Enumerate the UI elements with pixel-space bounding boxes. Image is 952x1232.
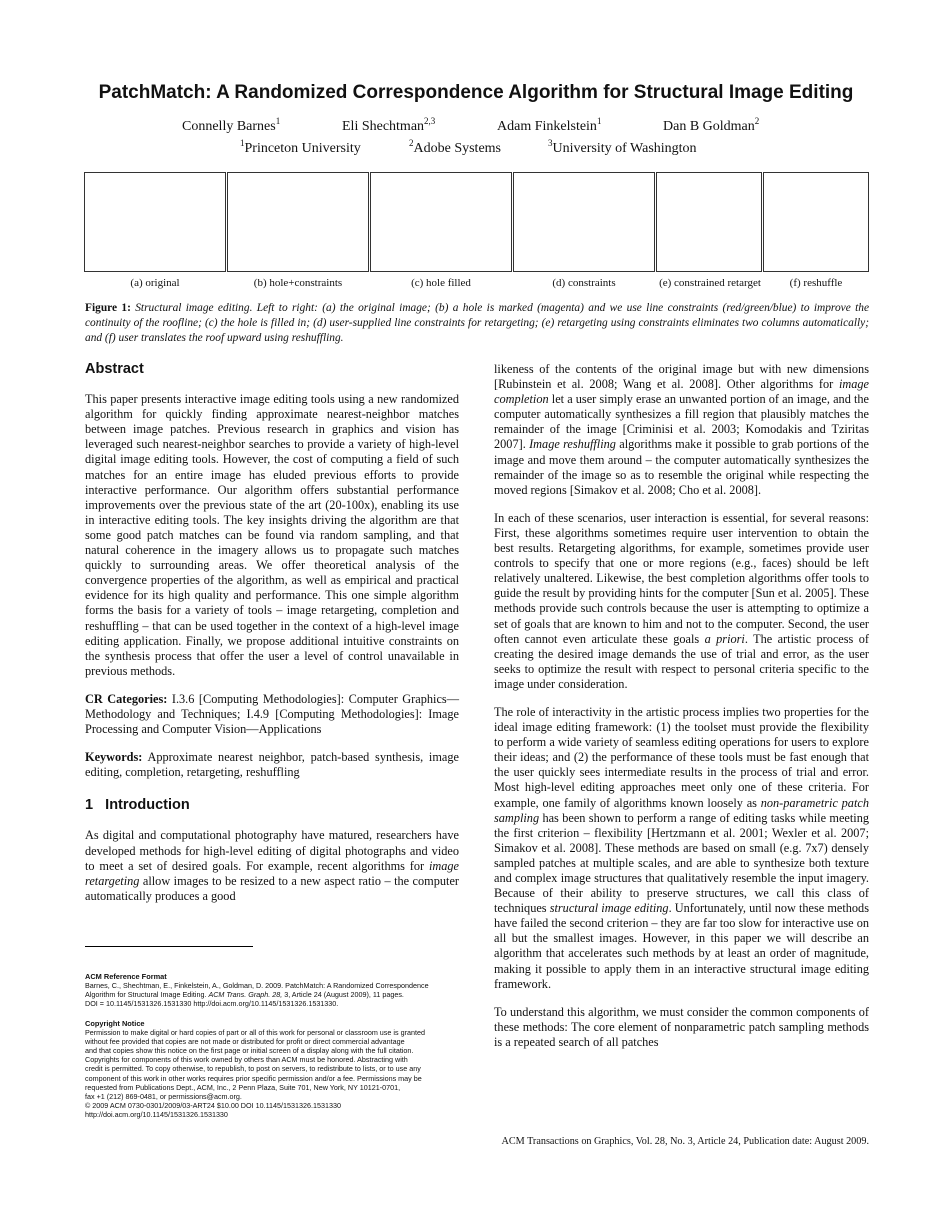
footnote-rule: [85, 946, 253, 947]
figure-panel-constrained-retarget: [656, 172, 762, 272]
author: Connelly Barnes$^1$: [182, 116, 281, 134]
body-paragraph: likeness of the contents of the original image but with new dimensions [Rubinstein et al. 2008; Wang et al. 2008]. Other algorithms for image completion let a user simply erase an unwanted portion of an image, and the computer automatically synthesizes a fill region that plausibly matches the remainder of the image [Criminisi et al. 2003; Komodakis and Tziritas 2007]. Image reshuffling algorithms make it possible to grab portions of the image and move them around – the computer automatically synthesizes the remainder of the image so as to resemble the original while respecting the moved regions [Simakov et al. 2008; Cho et al. 2008].: [494, 362, 870, 497]
figure-caption: [85, 301, 869, 346]
right-column: [494, 362, 869, 1063]
abstract-text: This paper presents interactive image editing tools using a new randomized algorithm for quickly finding approximate nearest-neighbor matches between image patches. Previous research in graphics and vision has leveraged such nearest-neighbor searches to provide a variety of high-level digital image editing tools. However, the cost of computing a field of such matches for an entire image has eluded previous efforts to provide interactive performance. Our algorithm offers substantial performance improvements over the previous state of the art (20-100x), enabling its use in interactive editing tools. The key insights driving the algorithm are that some good patch matches can be found via random sampling, and that natural coherence in the imagery allows us to propagate such matches quickly to surrounding areas. We offer theoretical analysis of the convergence properties of the algorithm, as well as empirical and practical evidence for its high quality and performance. This one simple algorithm forms the basis for a variety of tools – image retargeting, completion and reshuffling – that can be used together in the context of a high-level image editing application. Finally, we propose additional intuitive constraints on the synthesis process that offer the user a level of control unavailable in previous methods.: [85, 392, 459, 678]
figure-panel-original: [84, 172, 226, 272]
affiliation: $^3$University of Washington: [548, 138, 697, 156]
body-paragraph: To understand this algorithm, we must consider the common components of these methods: The core element of nonparametric patch sampling methods is a repeated search of all patches: [494, 1004, 869, 1049]
subcaption: (b) hole+constraints: [253, 277, 343, 289]
copyright-notice: Copyright Notice Permission to make digital or hard copies of part or all of this work for personal or classroom use is granted without fee provided that copies are not made or distributed for profit or direct commercial advantage and that copies show this notice on the first page or initial screen of a display along with the full citation. Copyrights for components of this work owned by others than ACM must be honored. Abstracting with credit is permitted. To copy otherwise, to republish, to post on servers, to redistribute to lists, or to use any component of this work in other works requires prior specific permission and/or a fee. Permissions may be requested from Publications Dept., ACM, Inc., 2 Penn Plaza, Suite 701, New York, NY 10121-0701, fax +1 (212) 869-0481, or permissions@acm.org. © 2009 ACM 0730-0301/2009/03-ART24 $10.00 DOI 10.1145/1531326.1531330 http://doi.acm.org/10.1145/1531326.1531330: [85, 1019, 425, 1119]
journal-footer: ACM Transactions on Graphics, Vol. 28, No. 3, Article 24, Publication date: August 2009.: [501, 1136, 869, 1147]
subcaption: (d) constraints: [552, 277, 616, 289]
subcaption: (c) hole filled: [411, 277, 471, 289]
cr-categories: CR Categories: I.3.6 [Computing Methodologies]: Computer Graphics—Methodology and Techniques; I.4.9 [Computing Methodologies]: Image Processing and Computer Vision—Applications: [85, 691, 459, 737]
section-heading-introduction: 1 Introduction: [85, 797, 190, 814]
paper-title: PatchMatch: A Randomized Correspondence Algorithm for Structural Image Editing: [98, 82, 854, 103]
figure-panel-hole-filled: [370, 172, 512, 272]
author: Dan B Goldman$^2$: [663, 116, 760, 134]
acm-reference-format: ACM Reference Format Barnes, C., Shechtman, E., Finkelstein, A., Goldman, D. 2009. PatchMatch: A Randomized Correspondence Algorithm for Structural Image Editing. ACM Trans. Graph. 28, 3, Article 24 (August 2009), 11 pages. DOI = 10.1145/1531326.1531330 http://doi.acm.org/10.1145/1531326.1531330.: [85, 972, 429, 1009]
subcaption: (e) constrained retarget: [659, 277, 761, 289]
subcaption: (f) reshuffle: [789, 277, 843, 289]
affiliation-list: [0, 138, 952, 161]
affiliation: $^2$Adobe Systems: [409, 138, 501, 156]
figure-caption-text: Structural image editing. Left to right: (a) the original image; (b) a hole is marked (magenta) and we use line constraints (red/green/blue) to improve the continuity of the roofline; (c) the hole is filled in; (d) user-supplied line constraints for retargeting; (e) retargeting using constraints eliminates two columns automatically; and (f) user translates the roof upward using reshuffling.: [85, 302, 869, 344]
author: Adam Finkelstein$^1$: [497, 116, 602, 134]
subcaption: (a) original: [130, 277, 180, 289]
figure-panel-constraints: [513, 172, 655, 272]
keywords: Keywords: Approximate nearest neighbor, patch-based synthesis, image editing, completion, retargeting, reshuffling: [85, 750, 459, 780]
affiliation: $^1$Princeton University: [240, 138, 361, 156]
intro-paragraph: As digital and computational photography have matured, researchers have developed methods for high-level editing of digital photographs and video to meet a set of desired goals. For example, recent algorithms for image retargeting allow images to be resized to a new aspect ratio – the computer automatically produces a good: [85, 828, 459, 903]
figure-label: Figure 1:: [85, 302, 131, 314]
author: Eli Shechtman$^{2,3}$: [342, 116, 436, 134]
figure-panel-hole-constraints: [227, 172, 369, 272]
body-paragraph: In each of these scenarios, user interaction is essential, for several reasons: First, these algorithms sometimes require user intervention to obtain the best results. Retargeting algorithms, for example, sometimes provide user controls to specify that one or more regions (e.g., faces) should be left relatively unaltered. Likewise, the best completion algorithms offer tools to guide the result by providing hints for the computer [Sun et al. 2005]. These methods provide such controls because the user is attempting to optimize a set of goals that are known to him and not to the computer. Second, the user often cannot even articulate these goals a priori. The artistic process of creating the desired image demands the use of trial and error, as the user seeks to optimize the result with respect to personal criteria specific to the image under consideration.: [494, 510, 869, 691]
figure-panel-reshuffle: [763, 172, 869, 272]
body-paragraph: The role of interactivity in the artistic process implies two properties for the ideal image editing framework: (1) the toolset must provide the flexibility to perform a wide variety of seamless editing operations for users to explore their ideas; and (2) the performance of these tools must be fast enough that the user quickly sees intermediate results in the process of trial and error. Most high-level editing approaches meet only one of these criteria. For example, one family of algorithms known loosely as non-parametric patch sampling has been shown to perform a range of editing tasks while meeting the first criterion – flexibility [Hertzmann et al. 2001; Wexler et al. 2007; Simakov et al. 2008]. These methods are based on small (e.g. 7x7) densely sampled patches at multiple scales, and are able to synthesize both texture and complex image structures that qualitatively resemble the input imagery. Because of their ability to preserve structures, we call this class of techniques structural image editing. Unfortunately, until now these methods have failed the second criterion – they are far too slow for interactive use on all but the smallest images. However, in this paper we will describe an algorithm that accelerates such methods by at least an order of magnitude, making it possible to apply them in an interactive structural image editing framework.: [494, 704, 869, 991]
left-column: [85, 362, 459, 917]
author-list: [0, 116, 952, 139]
abstract-heading: Abstract: [85, 361, 144, 377]
